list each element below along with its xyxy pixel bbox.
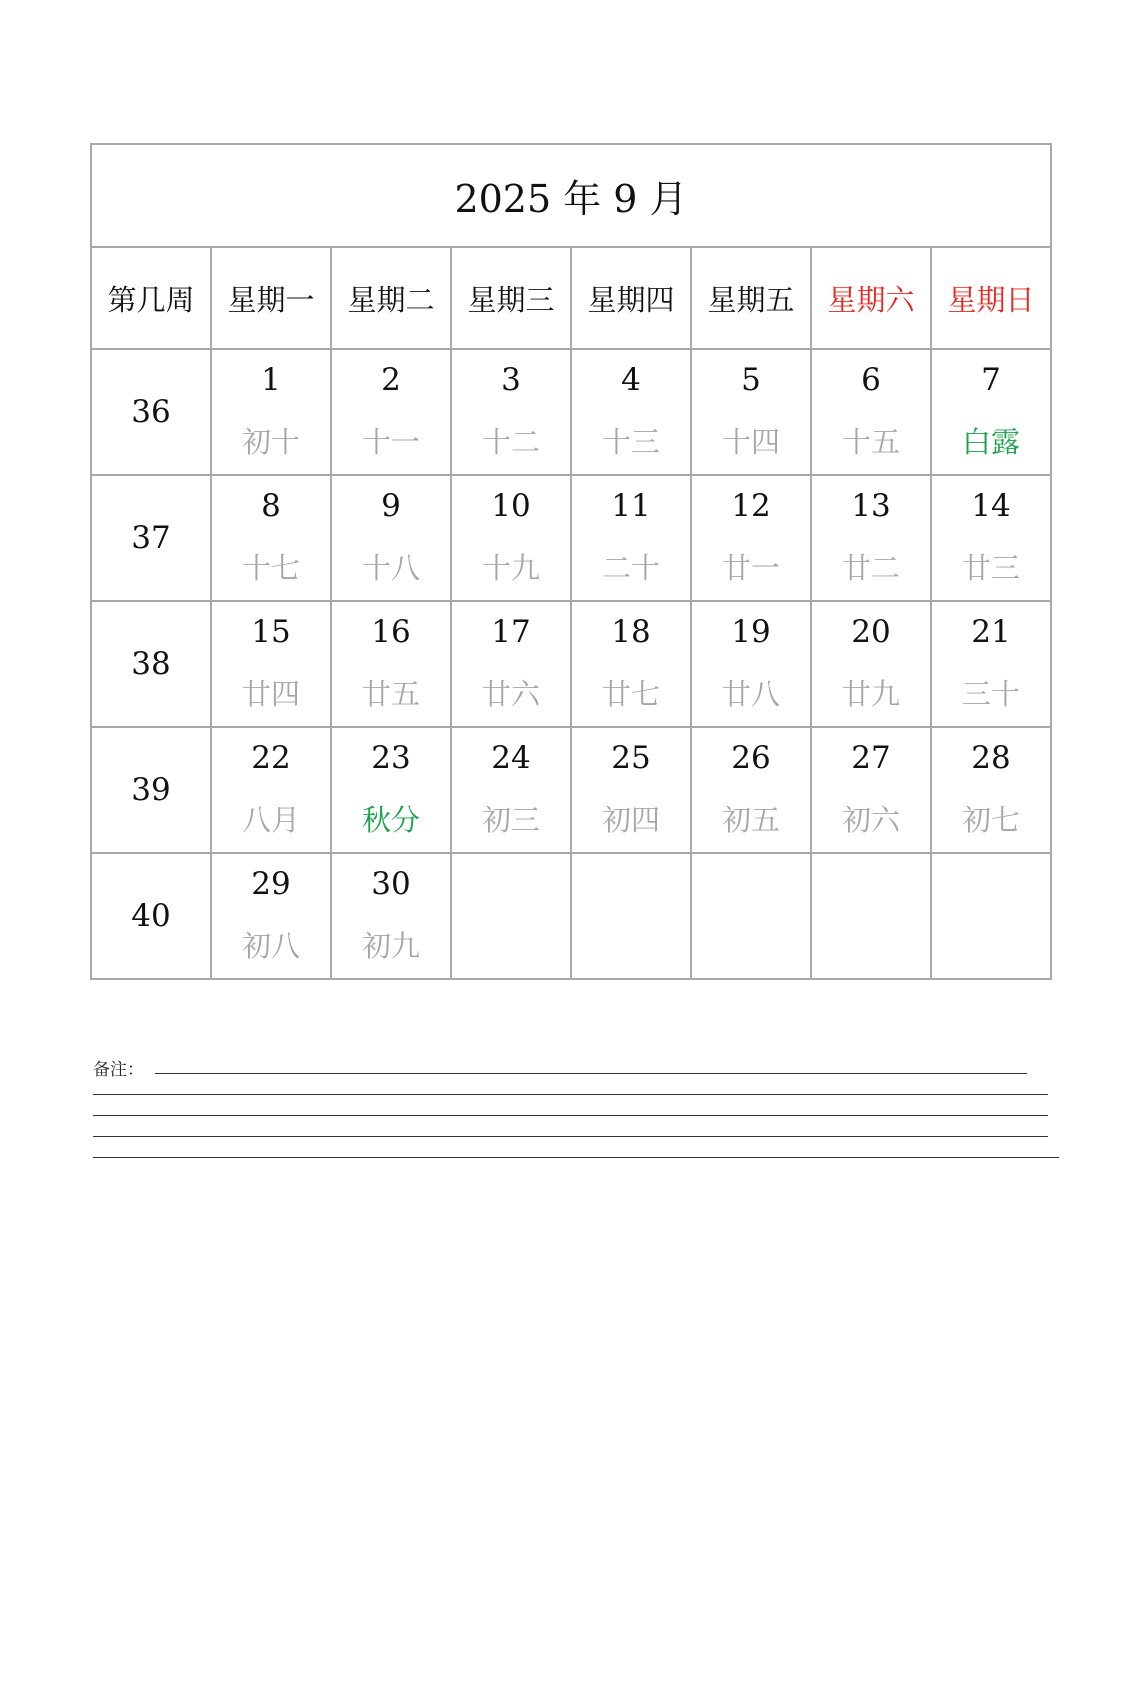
lunar-date: 廿一: [721, 551, 780, 585]
day-cell: [331, 853, 451, 979]
day-cell: [211, 601, 331, 727]
week-row: [91, 475, 1051, 601]
solar-term-label: 秋分: [361, 803, 420, 837]
week-number: 39: [91, 727, 211, 853]
day-number: 14: [971, 488, 1011, 524]
lunar-date: 十二: [481, 425, 540, 459]
day-number: 16: [371, 614, 411, 650]
weekday-header: 星期二: [331, 247, 451, 349]
day-cell: [331, 601, 451, 727]
day-number: 11: [611, 488, 651, 524]
lunar-date: 初七: [961, 803, 1020, 837]
lunar-date: 十五: [841, 425, 900, 459]
notes-label: 备注：: [93, 1060, 144, 1080]
lunar-date: 廿八: [721, 677, 780, 711]
day-cell: [211, 475, 331, 601]
weekday-header: 星期四: [571, 247, 691, 349]
day-number: 3: [501, 362, 521, 398]
day-number: 10: [491, 488, 531, 524]
lunar-date: 二十: [601, 551, 660, 585]
week-number: 37: [91, 475, 211, 601]
lunar-date: 廿五: [361, 677, 420, 711]
day-number: 27: [851, 740, 891, 776]
note-line: [155, 1073, 1027, 1074]
lunar-date: 八月: [241, 803, 300, 837]
week-row: [91, 727, 1051, 853]
lunar-date: 十八: [361, 551, 420, 585]
day-cell: [691, 601, 811, 727]
lunar-date: 初五: [721, 803, 780, 837]
day-number: 22: [251, 740, 291, 776]
week-number-header: 第几周: [91, 247, 211, 349]
day-cell: [571, 727, 691, 853]
week-row: [91, 349, 1051, 475]
note-line: [93, 1115, 1048, 1116]
day-number: 23: [371, 740, 411, 776]
lunar-date: 廿九: [841, 677, 900, 711]
day-number: 18: [611, 614, 651, 650]
calendar-table: [90, 143, 1052, 980]
lunar-date: 廿六: [481, 677, 540, 711]
day-cell: [571, 349, 691, 475]
day-number: 26: [731, 740, 771, 776]
lunar-date: 十三: [601, 425, 660, 459]
day-number: 1: [261, 362, 281, 398]
day-number: 21: [971, 614, 1011, 650]
day-cell: [811, 349, 931, 475]
day-cell: [451, 475, 571, 601]
empty-day-cell: [931, 853, 1051, 979]
lunar-date: 廿二: [841, 551, 900, 585]
lunar-date: 廿四: [241, 677, 300, 711]
day-cell: [211, 727, 331, 853]
day-cell: [811, 727, 931, 853]
lunar-date: 初六: [841, 803, 900, 837]
day-number: 28: [971, 740, 1011, 776]
day-number: 24: [491, 740, 531, 776]
day-number: 30: [371, 866, 411, 902]
day-cell: [691, 727, 811, 853]
solar-term-label: 白露: [961, 425, 1020, 459]
day-number: 13: [851, 488, 891, 524]
lunar-date: 十一: [361, 425, 420, 459]
day-number: 7: [981, 362, 1001, 398]
day-number: 20: [851, 614, 891, 650]
day-number: 9: [381, 488, 401, 524]
lunar-date: 初十: [241, 425, 300, 459]
note-line: [93, 1136, 1048, 1137]
weekday-header: 星期日: [931, 247, 1051, 349]
week-number: 40: [91, 853, 211, 979]
lunar-date: 初九: [361, 929, 420, 963]
day-number: 17: [491, 614, 531, 650]
day-cell: [331, 349, 451, 475]
note-line: [93, 1157, 1059, 1158]
empty-day-cell: [451, 853, 571, 979]
day-cell: [331, 727, 451, 853]
day-cell: [931, 475, 1051, 601]
lunar-date: 初八: [241, 929, 300, 963]
weekday-header: 星期一: [211, 247, 331, 349]
lunar-date: 十四: [721, 425, 780, 459]
day-cell: [451, 349, 571, 475]
calendar-title: 2025 年 9 月: [91, 144, 1051, 247]
note-line: [93, 1094, 1048, 1095]
empty-day-cell: [811, 853, 931, 979]
lunar-date: 十七: [241, 551, 300, 585]
day-cell: [931, 601, 1051, 727]
day-number: 5: [741, 362, 761, 398]
day-number: 25: [611, 740, 651, 776]
day-number: 2: [381, 362, 401, 398]
day-cell: [691, 475, 811, 601]
day-cell: [691, 349, 811, 475]
day-number: 12: [731, 488, 771, 524]
day-cell: [451, 601, 571, 727]
day-cell: [931, 349, 1051, 475]
day-cell: [811, 601, 931, 727]
day-cell: [331, 475, 451, 601]
lunar-date: 十九: [481, 551, 540, 585]
day-number: 15: [251, 614, 291, 650]
weekday-header: 星期五: [691, 247, 811, 349]
day-cell: [811, 475, 931, 601]
day-number: 6: [861, 362, 881, 398]
weekday-header: 星期六: [811, 247, 931, 349]
day-cell: [571, 601, 691, 727]
empty-day-cell: [571, 853, 691, 979]
week-row: [91, 853, 1051, 979]
day-number: 19: [731, 614, 771, 650]
lunar-date: 初四: [601, 803, 660, 837]
day-cell: [211, 349, 331, 475]
lunar-date: 初三: [481, 803, 540, 837]
lunar-date: 三十: [961, 677, 1020, 711]
day-cell: [931, 727, 1051, 853]
lunar-date: 廿七: [601, 677, 660, 711]
day-number: 8: [261, 488, 281, 524]
day-cell: [571, 475, 691, 601]
day-number: 29: [251, 866, 291, 902]
day-cell: [451, 727, 571, 853]
empty-day-cell: [691, 853, 811, 979]
week-number: 36: [91, 349, 211, 475]
weekday-header-row: [91, 247, 1051, 349]
week-number: 38: [91, 601, 211, 727]
lunar-date: 廿三: [961, 551, 1020, 585]
week-row: [91, 601, 1051, 727]
day-number: 4: [621, 362, 641, 398]
day-cell: [211, 853, 331, 979]
weekday-header: 星期三: [451, 247, 571, 349]
